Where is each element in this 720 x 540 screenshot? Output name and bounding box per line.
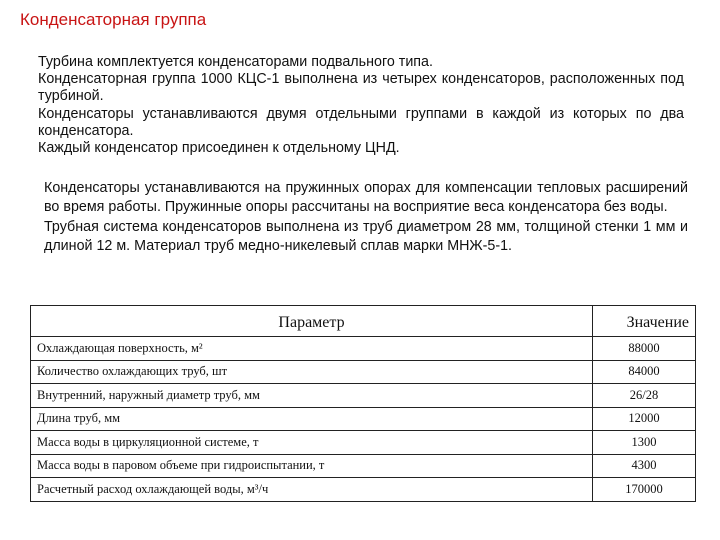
table-row: [31, 337, 696, 361]
table-row: [31, 407, 696, 431]
row-value: 88000: [593, 337, 696, 361]
table-row: [31, 360, 696, 384]
intro-line: Турбина комплектуется конденсаторами подвального типа.: [38, 54, 433, 70]
row-value: 4300: [593, 454, 696, 478]
intro-line: Конденсаторная группа 1000 КЦС‑1 выполнена из четырех конденсаторов, расположенных под турбиной.: [38, 71, 684, 105]
row-value: 12000: [593, 407, 696, 431]
row-parameter: Охлаждающая поверхность, м²: [31, 337, 593, 361]
row-value: 26/28: [593, 384, 696, 408]
table-row: [31, 431, 696, 455]
row-parameter: Масса воды в циркуляционной системе, т: [31, 431, 593, 455]
table-row: [31, 478, 696, 502]
table-row: [31, 454, 696, 478]
intro-paragraph: [38, 54, 684, 157]
row-parameter: Количество охлаждающих труб, шт: [31, 360, 593, 384]
table-header-row: [31, 306, 696, 337]
table-row: [31, 384, 696, 408]
header-parameter: Параметр: [31, 306, 593, 337]
row-parameter: Внутренний, наружный диаметр труб, мм: [31, 384, 593, 408]
details-line: Трубная система конденсаторов выполнена из труб диаметром 28 мм, толщиной стенки 1 мм и длиной 12 м. Материал труб медно-никелевый сплав марки МНЖ-5-1.: [44, 218, 688, 254]
details-line: Конденсаторы устанавливаются на пружинных опорах для компенсации тепловых расширений во время работы. Пружинные опоры рассчитаны на восприятие веса конденсатора без воды.: [44, 180, 688, 216]
row-parameter: Расчетный расход охлаждающей воды, м³/ч: [31, 478, 593, 502]
row-value: 84000: [593, 360, 696, 384]
header-value: Значение: [593, 306, 696, 337]
parameters-table: [30, 305, 696, 502]
row-parameter: Масса воды в паровом объеме при гидроиспытании, т: [31, 454, 593, 478]
row-value: 1300: [593, 431, 696, 455]
intro-line: Конденсаторы устанавливаются двумя отдельными группами в каждой из которых по два конденсатора.: [38, 105, 684, 139]
intro-line: Каждый конденсатор присоединен к отдельному ЦНД.: [38, 140, 400, 157]
details-paragraph: [44, 179, 688, 256]
row-parameter: Длина труб, мм: [31, 407, 593, 431]
page-title: Конденсаторная группа: [20, 10, 207, 29]
row-value: 170000: [593, 478, 696, 502]
